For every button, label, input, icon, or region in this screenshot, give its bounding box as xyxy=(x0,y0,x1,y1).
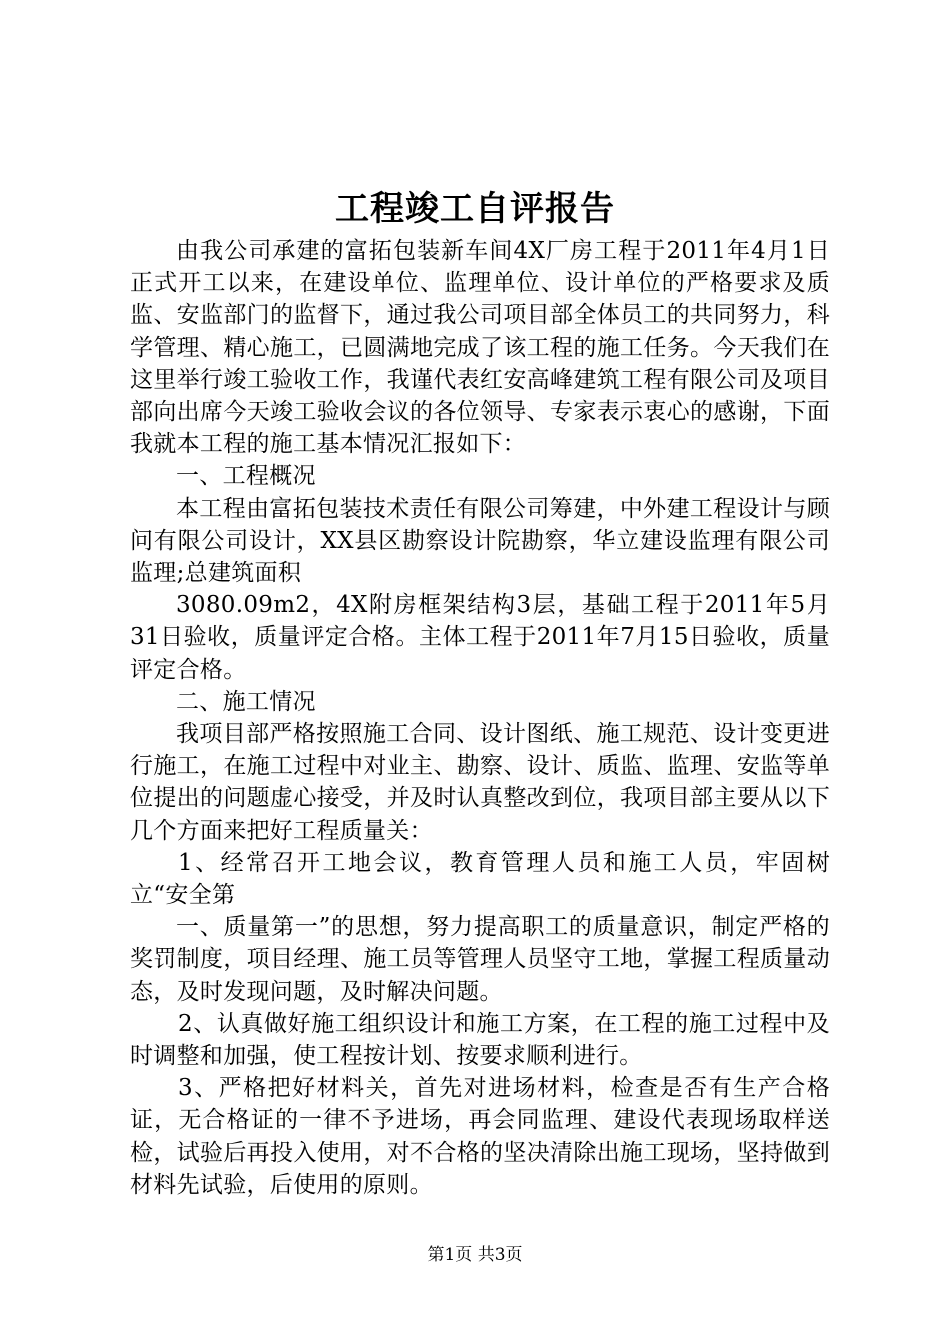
item-1-paragraph: 1、经常召开工地会议，教育管理人员和施工人员，牢固树立“安全第 xyxy=(130,849,830,909)
page-footer: 第1页 共3页 xyxy=(427,1245,523,1265)
item-1-continued-paragraph: 一、质量第一”的思想，努力提高职工的质量意识，制定严格的奖罚制度，项目经理、施工员等管理人员坚守工地，掌握工程质量动态，及时发现问题，及时解决问题。 xyxy=(130,914,830,1005)
document-body xyxy=(130,235,830,1201)
document-title: 工程竣工自评报告 xyxy=(335,189,615,229)
section-heading-overview: 一、工程概况 xyxy=(176,463,316,490)
intro-paragraph: 由我公司承建的富拓包装新车间4X厂房工程于2011年4月1日正式开工以来，在建设单位、监理单位、设计单位的严格要求及质监、安监部门的监督下，通过我公司项目部全体员工的共同努力，科学管理、精心施工，已圆满地完成了该工程的施工任务。今天我们在这里举行竣工验收工作，我谨代表红安高峰建筑工程有限公司及项目部向出席今天竣工验收会议的各位领导、专家表示衷心的感谢，下面我就本工程的施工基本情况汇报如下： xyxy=(130,238,830,458)
construction-paragraph: 我项目部严格按照施工合同、设计图纸、施工规范、设计变更进行施工，在施工过程中对业主、勘察、设计、质监、监理、安监等单位提出的问题虚心接受，并及时认真整改到位，我项目部主要从以下几个方面来把好工程质量关： xyxy=(130,721,830,844)
item-3-paragraph: 3、严格把好材料关，首先对进场材料，检查是否有生产合格证，无合格证的一律不予进场，再会同监理、建设代表现场取样送检，试验后再投入使用，对不合格的坚决清除出施工现场，坚持做到材料先试验，后使用的原则。 xyxy=(130,1075,830,1198)
overview-area-paragraph: 3080.09m2，4X附房框架结构3层，基础工程于2011年5月31日验收，质量评定合格。主体工程于2011年7月15日验收，质量评定合格。 xyxy=(130,592,830,683)
section-heading-construction: 二、施工情况 xyxy=(176,688,316,715)
item-2-paragraph: 2、认真做好施工组织设计和施工方案，在工程的施工过程中及时调整和加强，使工程按计划、按要求顺利进行。 xyxy=(130,1010,830,1070)
overview-paragraph: 本工程由富拓包装技术责任有限公司筹建，中外建工程设计与顾问有限公司设计，XX县区勘察设计院勘察，华立建设监理有限公司监理;总建筑面积 xyxy=(130,495,830,587)
